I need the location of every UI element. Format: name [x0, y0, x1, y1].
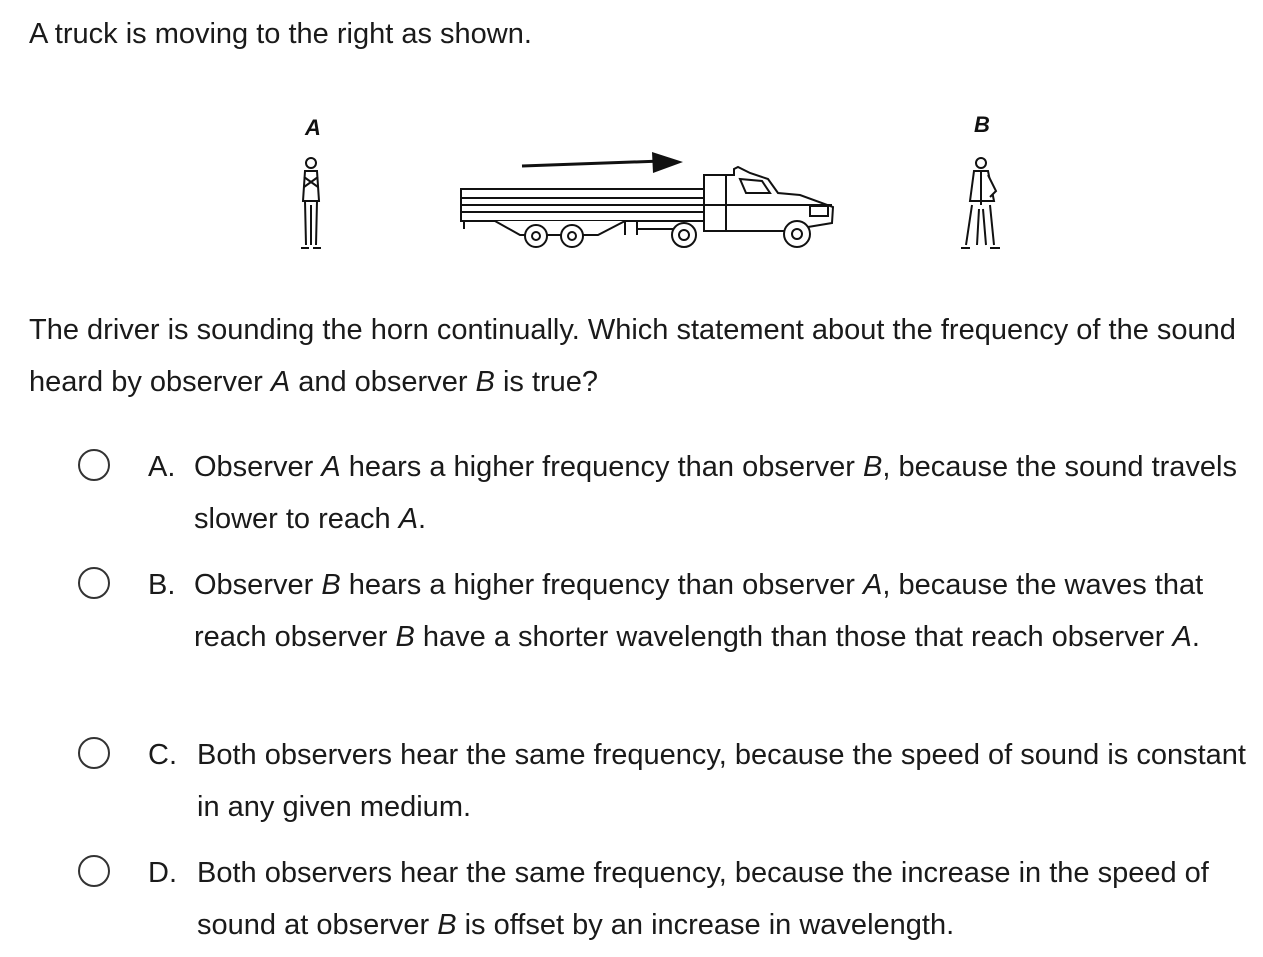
italic-observer-label: B — [321, 569, 341, 601]
choice-text — [197, 729, 1257, 833]
italic-observer-label: B — [862, 451, 883, 483]
radio-button-c[interactable] — [78, 737, 110, 769]
radio-button-a[interactable] — [78, 449, 110, 481]
choice-text-segment: is offset by an increase in wavelength. — [456, 909, 955, 941]
truck-icon — [461, 167, 833, 247]
choice-text-segment: hears a higher frequency than observer — [340, 569, 863, 601]
choice-text-segment: have a shorter wavelength than those that reach observer — [414, 621, 1173, 653]
choice-text-segment: . — [418, 503, 427, 535]
choice-text — [194, 559, 1263, 663]
intro-text: A truck is moving to the right as shown. — [29, 18, 532, 50]
choice-text — [194, 441, 1254, 545]
observer-a-figure — [301, 158, 321, 248]
choice-text — [197, 847, 1257, 951]
italic-observer-label: A — [862, 569, 883, 601]
radio-button-b[interactable] — [78, 567, 110, 599]
italic-observer-label: A — [398, 503, 419, 535]
choice-text-segment: Observer — [194, 451, 322, 483]
choice-text-segment: , because the sound travels slower to reach — [194, 451, 1237, 535]
choice-letter: D. — [148, 857, 177, 889]
choice-letter: C. — [148, 739, 177, 771]
observer-b-label: B — [974, 112, 990, 137]
choice-text-segment: Both observers hear the same frequency, because the speed of sound is constant in any given medium. — [197, 739, 1246, 823]
truck-figure — [280, 105, 1020, 265]
choice-text-segment: , because the waves that reach observer — [194, 569, 1204, 653]
choice-text-segment: Both observers hear the same frequency, because the increase in the speed of sound at observer — [197, 857, 1209, 941]
italic-observer-label: A — [1172, 621, 1192, 653]
choice-text-segment: Observer — [194, 569, 322, 601]
motion-arrow-icon — [522, 152, 683, 173]
radio-button-d[interactable] — [78, 855, 110, 887]
choice-letter: B. — [148, 569, 176, 601]
italic-observer-label: B — [395, 621, 415, 653]
italic-observer-label: A — [321, 451, 341, 483]
observer-b-figure — [961, 158, 1000, 248]
choice-letter: A. — [148, 451, 176, 483]
choice-text-segment: hears a higher frequency than observer — [340, 451, 863, 483]
observer-a-label: A — [305, 115, 321, 140]
question-text: The driver is sounding the horn continually. Which statement about the frequency of the sound heard by observer A and observer B is true? — [29, 314, 1236, 398]
choice-text-segment: . — [1191, 621, 1200, 653]
italic-observer-label: B — [437, 909, 457, 941]
